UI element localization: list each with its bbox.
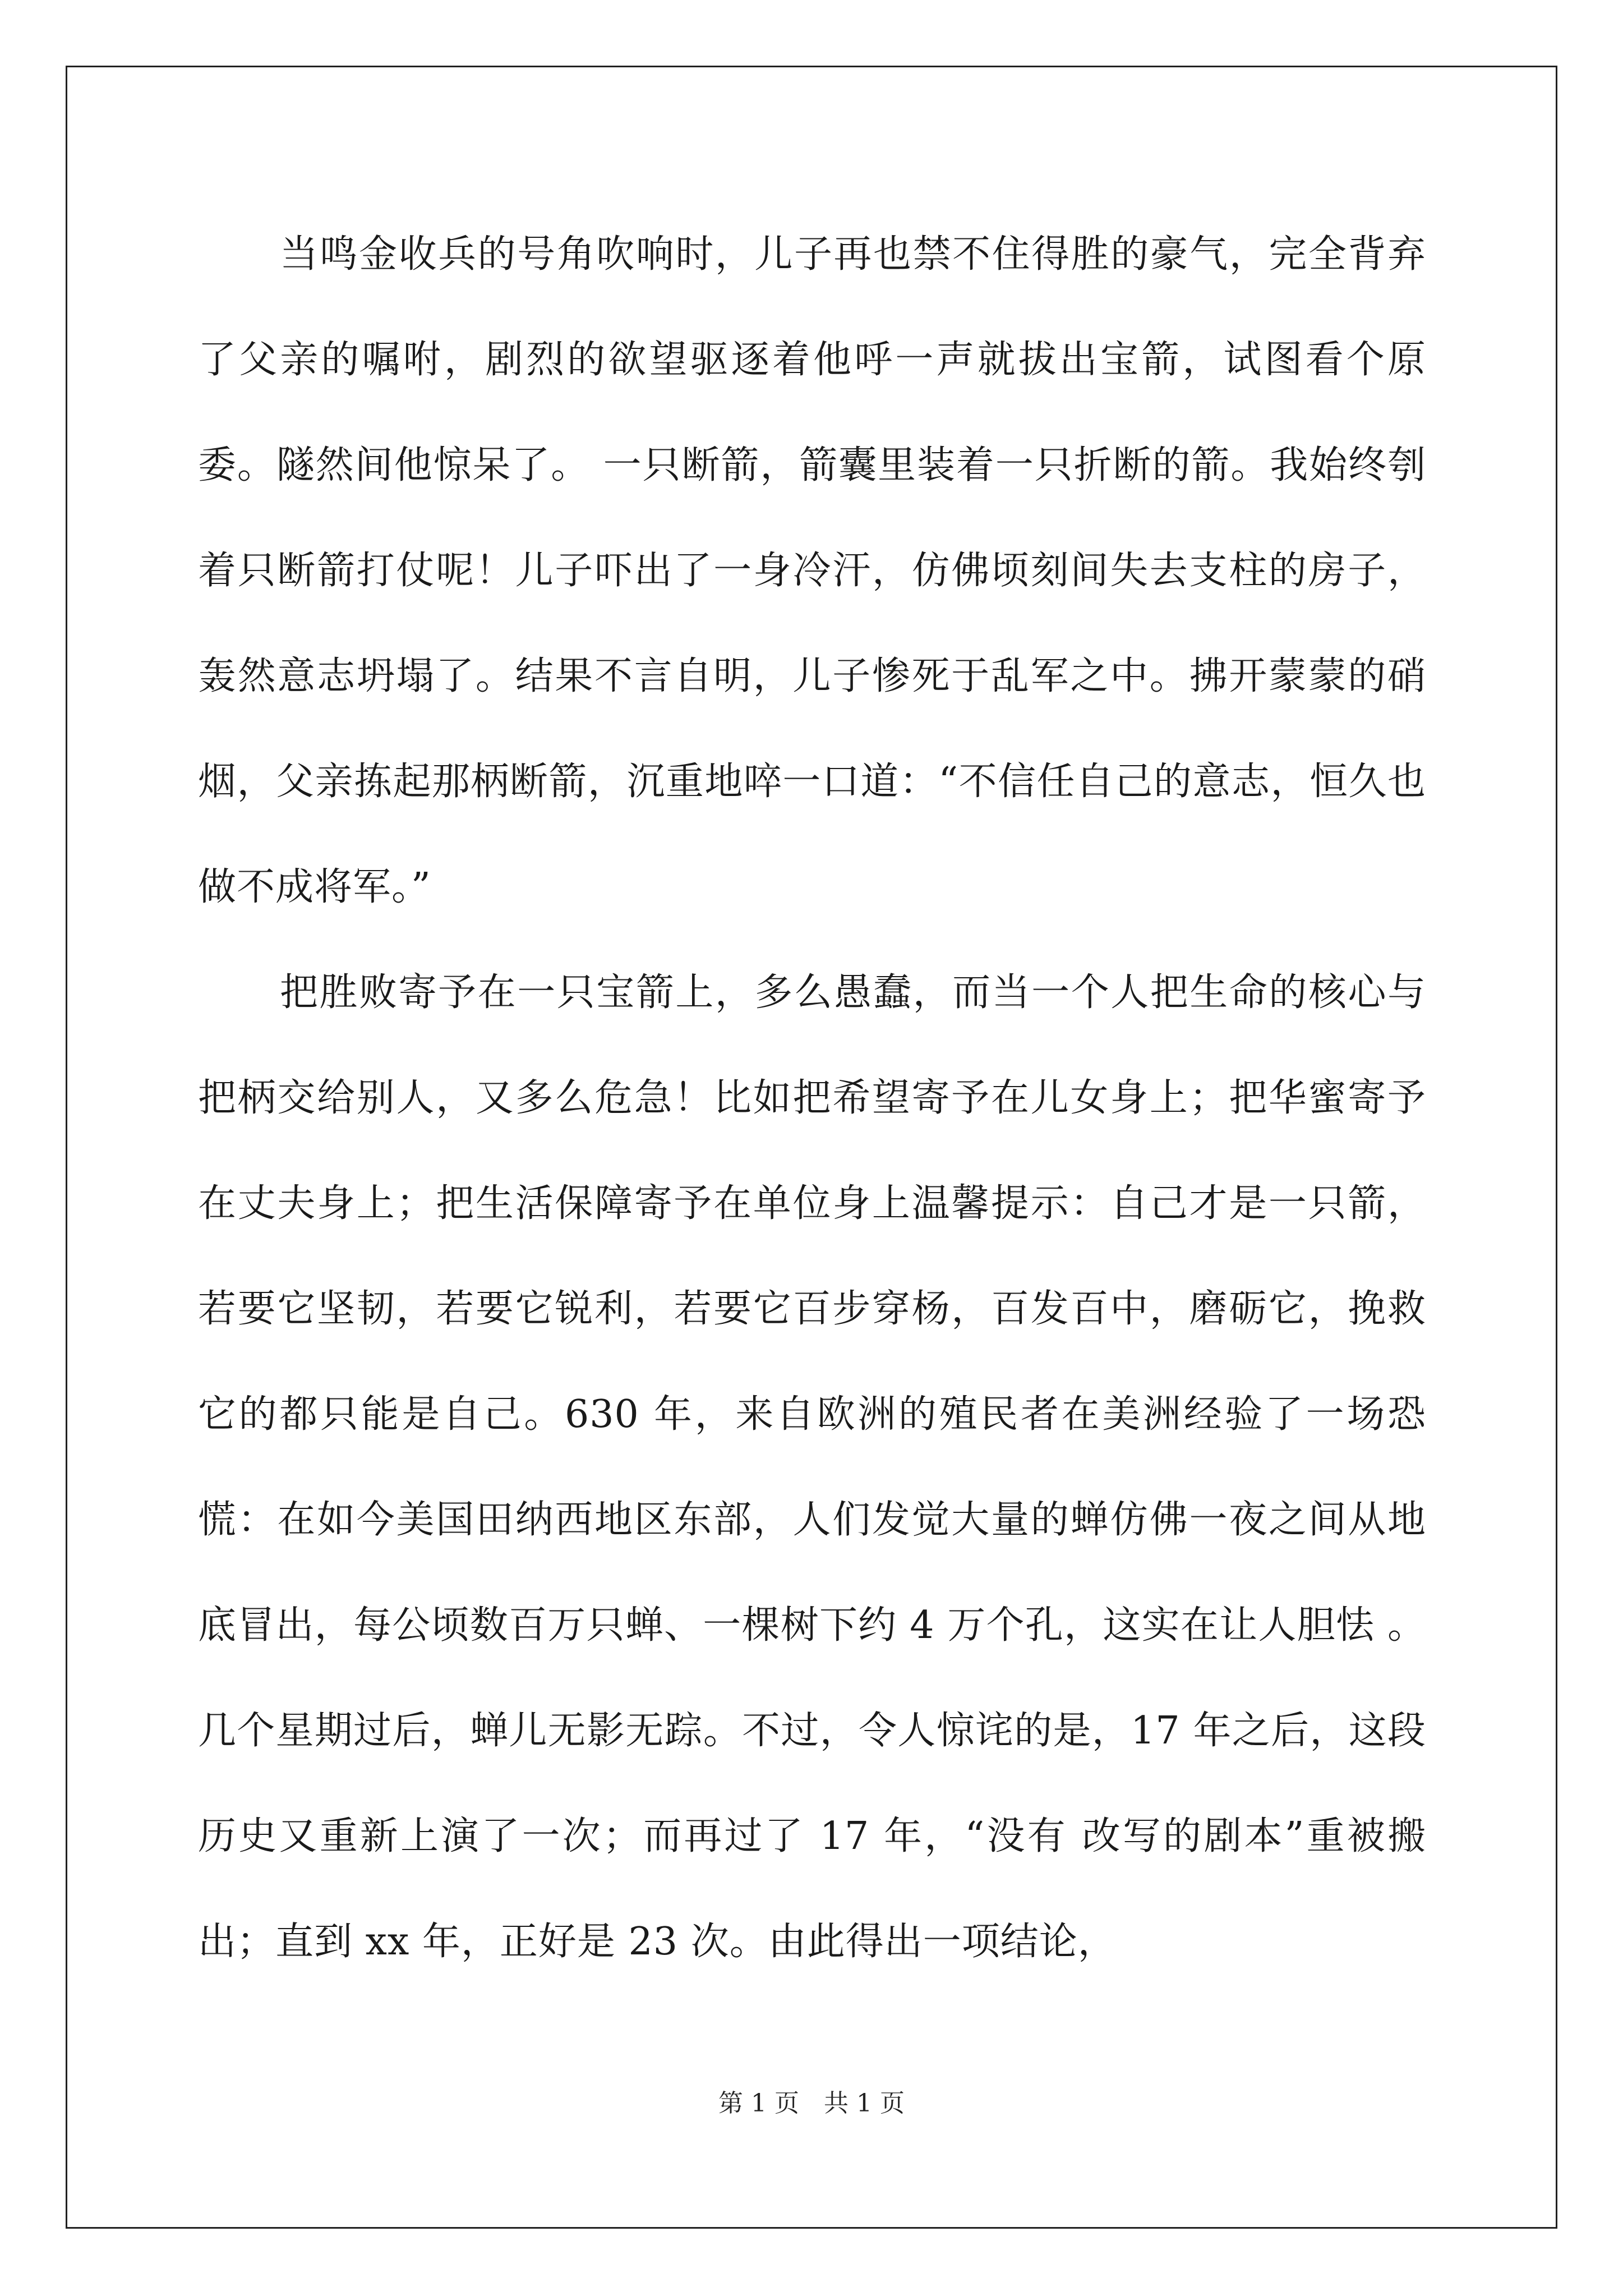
paragraph-1: 当鸣金收兵的号角吹响时，儿子再也禁不住得胜的豪气，完全背弃了父亲的嘱咐，剧烈的欲望驱逐着他呼一声就拔出宝箭，试图看个原委。隧然间他惊呆了。 一只断箭，箭囊里装着一只折断的箭。我始终刳着只断箭打仗呢！儿子吓出了一身冷汗，仿佛顷刻间失去支柱的房子，轰然意志坍塌了。结果不言自明，儿子惨死于乱军之中。拂开蒙蒙的硝烟，父亲拣起那柄断箭，沉重地啐一口道：“不信任自己的意志，恒久也做不成将军。” xyxy=(198,232,1426,909)
paragraph-2: 把胜败寄予在一只宝箭上，多么愚蠢，而当一个人把生命的核心与把柄交给别人，又多么危急！比如把希望寄予在儿女身上；把华蜜寄予在丈夫身上；把生活保障寄予在单位身上温馨提示：自己才是一只箭，若要它坚韧，若要它锐利，若要它百步穿杨，百发百中，磨砺它，挽救它的都只能是自己。630 年，来自欧洲的殖民者在美洲经验了一场恐慌：在如今美国田纳西地区东部，人们发觉大量的蝉仿佛一夜之间从地底冒出，每公顷数百万只蝉、一棵树下约 4 万个孔，这实在让人胆怯 。几个星期过后，蝉儿无影无踪。不过，令人惊诧的是，17 年之后，这段历史又重新上演了一次；而再过了 17 年，“没有 改写的剧本”重被搬出；直到 xx 年，正好是 23 次。由此得出一项结论， xyxy=(198,970,1426,1964)
document-body xyxy=(198,202,1426,1995)
page-footer: 第 1 页 共 1 页 xyxy=(718,2089,905,2118)
